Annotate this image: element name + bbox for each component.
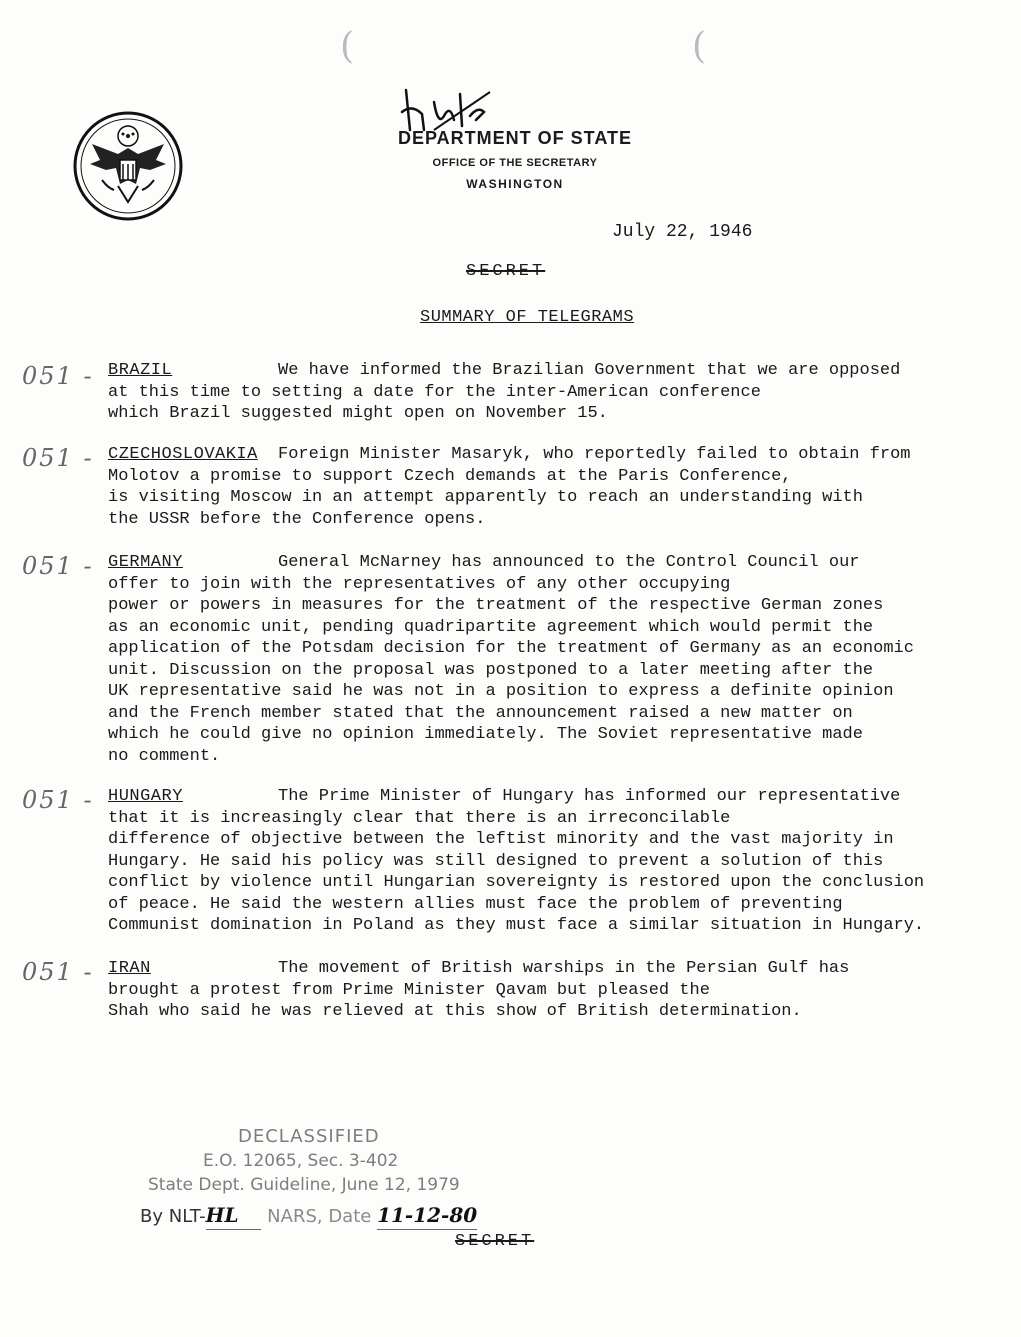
country-heading: GERMANY: [108, 553, 183, 572]
entry-text: The movement of British warships in the Persian Gulf has brought a protest from Prime Minister Qavam but pleased the Shah who said he was relieved at this show of British determination.: [108, 959, 850, 1021]
telegram-entry-czechoslovakia: [108, 444, 998, 530]
entry-text: The Prime Minister of Hungary has informed our representative that it is increasingly clear that there is an irreconcilable difference of objective between the leftist minority and the vast majority in Hungary. He said his policy was still designed to prevent a solution of this conflict by violence until Hungarian sovereignty is restored upon the conclusion of peace. He said the western allies must face the problem of preventing Communist domination in Poland as they must face a similar situation in Hungary.: [108, 787, 925, 935]
classification-marking-bottom: SECRET: [455, 1232, 535, 1251]
stamp-date: 11-12-80: [377, 1203, 478, 1227]
file-number-note: 051 -: [22, 552, 94, 580]
classification-marking-top: SECRET: [466, 262, 546, 281]
telegram-entry-hungary: [108, 786, 998, 937]
file-number-note: 051 -: [22, 444, 94, 472]
country-heading: BRAZIL: [108, 361, 173, 380]
telegram-entry-germany: [108, 552, 998, 767]
country-heading: HUNGARY: [108, 787, 183, 806]
stamp-by-prefix: By NLT-: [140, 1206, 206, 1227]
letterhead-department: DEPARTMENT OF STATE: [398, 128, 632, 148]
stamp-authorization: [140, 1203, 477, 1230]
stamp-nars: NARS, Date: [267, 1206, 372, 1227]
letterhead-office: OFFICE OF THE SECRETARY: [432, 157, 598, 169]
hole-punch-mark: (: [340, 26, 355, 67]
document-title: SUMMARY OF TELEGRAMS: [420, 308, 635, 327]
file-number-note: 051 -: [22, 786, 94, 814]
telegram-entry-brazil: [108, 360, 998, 425]
declassification-stamp: [140, 1125, 477, 1230]
country-heading: IRAN: [108, 959, 151, 978]
file-number-note: 051 -: [22, 362, 94, 390]
great-seal-icon: [72, 110, 184, 222]
stamp-guideline: State Dept. Guideline, June 12, 1979: [148, 1175, 460, 1195]
stamp-declassified: DECLASSIFIED: [238, 1126, 380, 1147]
hole-punch-mark: (: [692, 26, 707, 67]
document-date: July 22, 1946: [612, 222, 753, 242]
telegram-entry-iran: [108, 958, 998, 1023]
entry-text: We have informed the Brazilian Government that we are opposed at this time to setting a date for the inter-American conference which Brazil suggested might open on November 15.: [108, 361, 901, 423]
entry-text: General McNarney has announced to the Control Council our offer to join with the representatives of any other occupying power or powers in measures for the treatment of the respective German zones as an economic unit, pending quadripartite agreement which would permit the application of the Potsdam decision for the treatment of Germany as an economic unit. Discussion on the proposal was postponed to a later meeting after the UK representative said he was not in a position to express a definite opinion and the French member stated that the announcement raised a new matter on which he could give no opinion immediately. The Soviet representative made no comment.: [108, 553, 914, 766]
stamp-by-initials: HL: [205, 1203, 239, 1227]
file-number-note: 051 -: [22, 958, 94, 986]
entry-text: Foreign Minister Masaryk, who reportedly failed to obtain from Molotov a promise to support Czech demands at the Paris Conference, is visiting Moscow in an attempt apparently to reach an understanding with the USSR before the Conference opens.: [108, 445, 911, 529]
country-heading: CZECHOSLOVAKIA: [108, 445, 258, 464]
letterhead-city: WASHINGTON: [466, 177, 564, 191]
stamp-eo: E.O. 12065, Sec. 3-402: [203, 1151, 399, 1171]
letterhead: [340, 128, 690, 191]
